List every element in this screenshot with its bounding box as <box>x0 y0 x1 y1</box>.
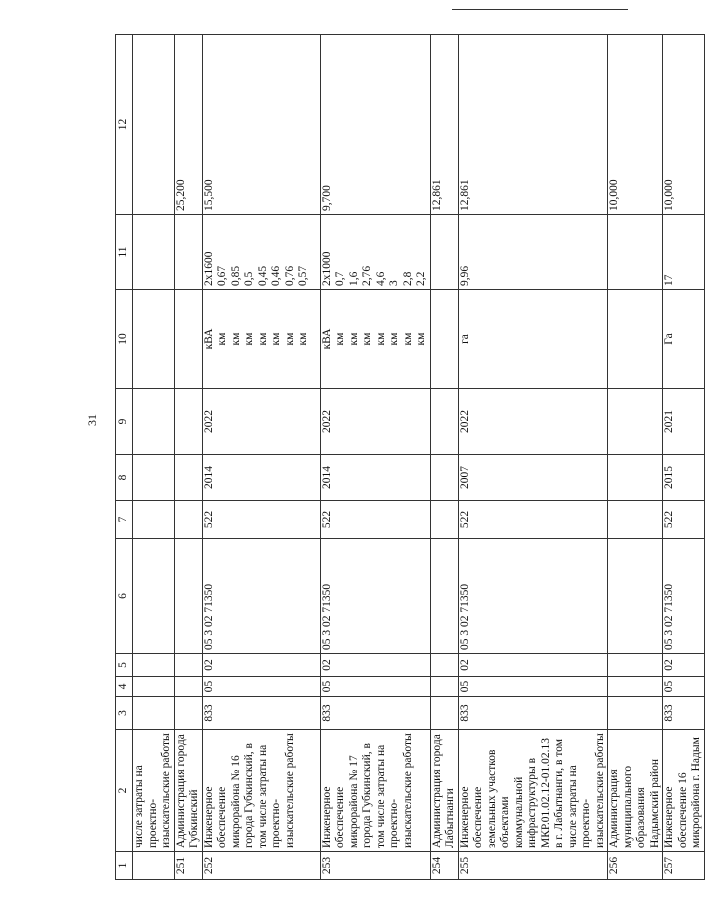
column-header: 7 <box>116 501 133 539</box>
section-code <box>430 677 458 697</box>
start-year <box>608 455 663 501</box>
value-item: 3 <box>388 280 400 286</box>
units-list <box>608 290 663 389</box>
start-year <box>174 455 202 501</box>
value-item: 0,7 <box>334 271 346 286</box>
object-name: Инженерное обеспечение микрорайона № 17 города Губкинский, в том числе затраты на проектно-изыскательские работы <box>320 730 430 852</box>
budget-table <box>115 34 705 880</box>
value-item: 2x1000 <box>320 251 333 286</box>
unit-item: км <box>334 332 346 346</box>
value-item: 17 <box>663 274 675 286</box>
column-header: 10 <box>116 290 133 389</box>
column-header: 9 <box>116 389 133 455</box>
value-item: 0,5 <box>243 271 255 286</box>
column-header: 12 <box>116 35 133 215</box>
end-year <box>133 389 175 455</box>
start-year: 2014 <box>202 455 320 501</box>
section-code: 05 <box>663 677 705 697</box>
column-header: 8 <box>116 455 133 501</box>
target-article-code: 05 3 02 71350 <box>320 539 430 654</box>
table-row <box>663 35 705 880</box>
row-number: 251 <box>174 852 202 880</box>
target-article-code: 05 3 02 71350 <box>202 539 320 654</box>
subsection-code: 02 <box>202 654 320 677</box>
units-list <box>458 290 608 389</box>
amount: 15,500 <box>202 35 320 215</box>
row-number: 255 <box>458 852 608 880</box>
table-row <box>320 35 430 880</box>
row-number <box>133 852 175 880</box>
table-row <box>608 35 663 880</box>
grbs-code: 833 <box>458 697 608 730</box>
start-year <box>430 455 458 501</box>
table-row <box>202 35 320 880</box>
unit-item: кВА <box>320 328 333 350</box>
amount: 9,700 <box>320 35 430 215</box>
row-number: 254 <box>430 852 458 880</box>
row-number: 257 <box>663 852 705 880</box>
amount: 12,861 <box>430 35 458 215</box>
capacity-values <box>320 215 430 290</box>
units-list <box>320 290 430 389</box>
expense-type-code <box>133 501 175 539</box>
target-article-code <box>133 539 175 654</box>
column-header: 6 <box>116 539 133 654</box>
end-year <box>174 389 202 455</box>
grbs-code <box>174 697 202 730</box>
object-name: Инженерное обеспечение 16 микрорайона г. Надым <box>663 730 705 852</box>
capacity-values <box>430 215 458 290</box>
grbs-code: 833 <box>202 697 320 730</box>
section-code <box>133 677 175 697</box>
table-row <box>133 35 175 880</box>
end-year <box>430 389 458 455</box>
page-number: 31 <box>85 414 99 426</box>
capacity-values <box>458 215 608 290</box>
object-name: Инженерное обеспечение микрорайона № 16 города Губкинский, в том числе затраты на проектно-изыскательские работы <box>202 730 320 852</box>
capacity-values <box>133 215 175 290</box>
row-number: 256 <box>608 852 663 880</box>
value-item: 2,8 <box>401 271 414 286</box>
table-body <box>116 35 705 880</box>
capacity-values <box>608 215 663 290</box>
amount: 25,200 <box>174 35 202 215</box>
expense-type-code <box>174 501 202 539</box>
expense-type-code: 522 <box>458 501 608 539</box>
start-year: 2007 <box>458 455 608 501</box>
target-article-code <box>608 539 663 654</box>
start-year <box>133 455 175 501</box>
column-header: 2 <box>116 730 133 852</box>
expense-type-code <box>608 501 663 539</box>
expense-type-code <box>430 501 458 539</box>
table-row <box>430 35 458 880</box>
unit-item: км <box>229 332 242 346</box>
amount: 10,000 <box>663 35 705 215</box>
column-header: 5 <box>116 654 133 677</box>
value-item: 1,6 <box>347 271 360 286</box>
end-year: 2022 <box>320 389 430 455</box>
target-article-code: 05 3 02 71350 <box>458 539 608 654</box>
table-row <box>458 35 608 880</box>
value-item: 9,96 <box>458 265 471 286</box>
unit-item: Га <box>663 333 675 345</box>
subsection-code <box>133 654 175 677</box>
target-article-code <box>430 539 458 654</box>
value-item: 2x1600 <box>202 251 215 286</box>
row-number: 252 <box>202 852 320 880</box>
capacity-values <box>663 215 705 290</box>
document-page <box>115 35 702 880</box>
grbs-code <box>430 697 458 730</box>
value-item: 0,85 <box>229 265 242 286</box>
end-year: 2021 <box>663 389 705 455</box>
unit-item: км <box>374 332 387 346</box>
unit-item: км <box>243 332 255 346</box>
start-year: 2015 <box>663 455 705 501</box>
object-name: Администрация города Губкинский <box>174 730 202 852</box>
unit-item: км <box>256 332 269 346</box>
column-header: 1 <box>116 852 133 880</box>
end-year: 2022 <box>202 389 320 455</box>
value-item: 4,6 <box>374 271 387 286</box>
unit-item: км <box>297 332 309 346</box>
column-header: 11 <box>116 215 133 290</box>
expense-type-code: 522 <box>320 501 430 539</box>
unit-item: км <box>270 332 282 346</box>
unit-item: км <box>283 332 296 346</box>
table-row <box>174 35 202 880</box>
unit-item: км <box>388 332 400 346</box>
top-rule <box>452 9 628 10</box>
value-item: 2,2 <box>415 271 427 286</box>
value-item: 0,76 <box>283 265 296 286</box>
amount: 10,000 <box>608 35 663 215</box>
subsection-code: 02 <box>458 654 608 677</box>
section-code <box>608 677 663 697</box>
unit-item: кВА <box>202 328 215 350</box>
unit-item: км <box>347 332 360 346</box>
section-code: 05 <box>458 677 608 697</box>
grbs-code <box>133 697 175 730</box>
subsection-code <box>430 654 458 677</box>
value-item: 0,46 <box>270 265 282 286</box>
unit-item: км <box>361 332 373 346</box>
object-name: числе затраты на проектно-изыскательские работы <box>133 730 175 852</box>
capacity-values <box>202 215 320 290</box>
value-item: 0,45 <box>256 265 269 286</box>
start-year: 2014 <box>320 455 430 501</box>
expense-type-code: 522 <box>663 501 705 539</box>
units-list <box>174 290 202 389</box>
row-number: 253 <box>320 852 430 880</box>
column-header: 3 <box>116 697 133 730</box>
unit-item: га <box>458 334 471 344</box>
units-list <box>663 290 705 389</box>
subsection-code: 02 <box>663 654 705 677</box>
amount <box>133 35 175 215</box>
subsection-code: 02 <box>320 654 430 677</box>
subsection-code <box>174 654 202 677</box>
expense-type-code: 522 <box>202 501 320 539</box>
units-list <box>133 290 175 389</box>
end-year <box>608 389 663 455</box>
object-name: Инженерное обеспечение земельных участков объектами коммунальной инфраструктуры в МКР.01.02.12-01.02.13 в г. Лабытнанги, в том числе затраты на проектно-изыскательские работы <box>458 730 608 852</box>
end-year: 2022 <box>458 389 608 455</box>
unit-item: км <box>216 332 228 346</box>
section-code <box>174 677 202 697</box>
grbs-code: 833 <box>320 697 430 730</box>
target-article-code: 05 3 02 71350 <box>663 539 705 654</box>
unit-item: км <box>415 332 427 346</box>
header-row <box>116 35 133 880</box>
value-item: 2,76 <box>361 265 373 286</box>
units-list <box>430 290 458 389</box>
column-header: 4 <box>116 677 133 697</box>
value-item: 0,67 <box>216 265 228 286</box>
amount: 12,861 <box>458 35 608 215</box>
units-list <box>202 290 320 389</box>
object-name: Администрация муниципального образования Надымский район <box>608 730 663 852</box>
section-code: 05 <box>202 677 320 697</box>
object-name: Администрация города Лабытнанги <box>430 730 458 852</box>
grbs-code <box>608 697 663 730</box>
section-code: 05 <box>320 677 430 697</box>
capacity-values <box>174 215 202 290</box>
subsection-code <box>608 654 663 677</box>
grbs-code: 833 <box>663 697 705 730</box>
value-item: 0,57 <box>297 265 309 286</box>
unit-item: км <box>401 332 414 346</box>
target-article-code <box>174 539 202 654</box>
